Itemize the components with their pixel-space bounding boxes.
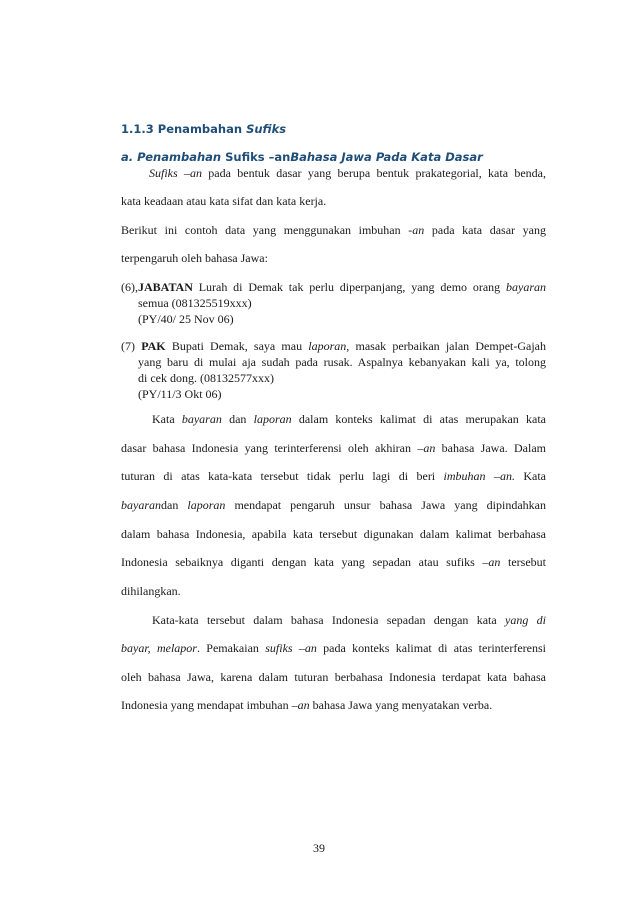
example-line: yang baru di mulai aja sudah pada rusak. Aspalnya kebanyakan kali ya, tolong [138,355,546,369]
paragraph-line: Indonesia yang mendapat imbuhan –an bahasa Jawa yang menyatakan verba. [121,698,493,712]
example-item: (7) PAK Bupati Demak, saya mau laporan, masak perbaikan jalan Dempet-Gajah [121,339,547,353]
paragraph-line: bayar, melapor. Pemakaian sufiks –an pada konteks kalimat di atas terinterferensi [121,641,546,655]
paragraph-line: Kata-kata tersebut dalam bahasa Indonesia sepadan dengan kata yang di [152,613,546,627]
paragraph-line: dihilangkan. [121,584,181,598]
example-item: (6),JABATAN Lurah di Demak tak perlu diperpanjang, yang demo orang bayaran [121,280,546,294]
paragraph-line: kata keadaan atau kata sifat dan kata kerja. [121,194,327,208]
paragraph-line: oleh bahasa Jawa, karena dalam tuturan berbahasa Indonesia terdapat kata bahasa [121,670,546,684]
example-source: (PY/11/3 Okt 06) [138,387,222,401]
page-number: 39 [313,841,325,855]
paragraph-line: tuturan di atas kata-kata tersebut tidak perlu lagi di beri imbuhan –an. Kata [121,469,547,483]
paragraph-line: dalam bahasa Indonesia, apabila kata tersebut digunakan dalam kalimat berbahasa [121,527,546,541]
paragraph-line: Indonesia sebaiknya diganti dengan kata yang sepadan atau sufiks –an tersebut [121,555,546,569]
paragraph-line: Sufiks –an pada bentuk dasar yang berupa bentuk prakategorial, kata benda, [149,166,546,180]
example-line: di cek dong. (08132577xxx) [138,371,274,385]
paragraph-line: terpengaruh oleh bahasa Jawa: [121,251,268,265]
paragraph-line: bayarandan laporan mendapat pengaruh unsur bahasa Jawa yang dipindahkan [121,498,547,512]
subsection-heading: a. Penambahan Sufiks –anBahasa Jawa Pada Kata Dasar [121,150,483,164]
paragraph-line: Berikut ini contoh data yang menggunakan imbuhan -an pada kata dasar yang [121,223,546,237]
example-line: semua (081325519xxx) [138,296,252,310]
section-heading: 1.1.3 Penambahan Sufiks [121,122,287,136]
example-source: (PY/40/ 25 Nov 06) [138,312,234,326]
paragraph-line: Kata bayaran dan laporan dalam konteks kalimat di atas merupakan kata [152,412,546,426]
paragraph-line: dasar bahasa Indonesia yang terinterferensi oleh akhiran –an bahasa Jawa. Dalam [121,441,546,455]
